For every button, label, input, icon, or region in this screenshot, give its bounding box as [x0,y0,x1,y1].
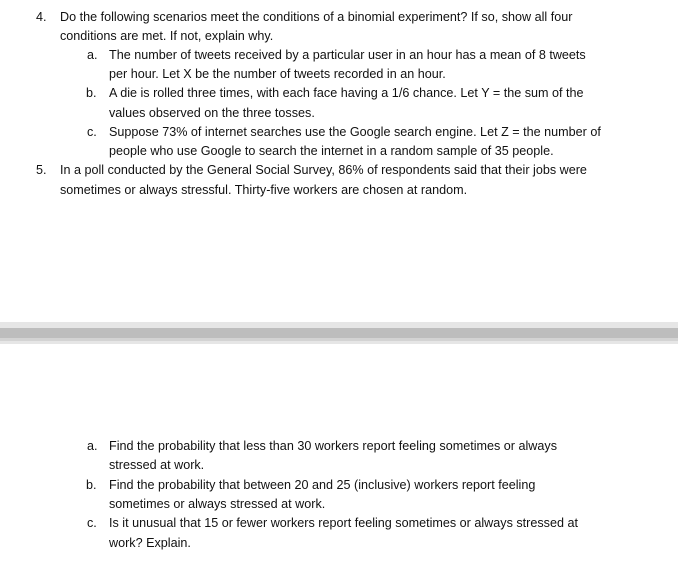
page-divider-shadow [0,338,678,341]
q4-prompt-line1: Do the following scenarios meet the conditions of a binomial experiment? If so, show all four [60,10,573,24]
q5-item-c-line2: work? Explain. [109,536,191,550]
q5-item-c-line1: Is it unusual that 15 or fewer workers report feeling sometimes or always stressed at [109,516,578,530]
q5-item-b-line1: Find the probability that between 20 and 25 (inclusive) workers report feeling [109,478,536,492]
q4-prompt-line2: conditions are met. If not, explain why. [60,29,274,43]
q4-item-a-line2: per hour. Let X be the number of tweets recorded in an hour. [109,67,446,81]
q5-item-b-label: b. [86,478,97,492]
q4-item-c-label: c. [87,125,97,139]
q4-number: 4. [36,10,47,24]
page-divider [0,328,678,338]
q5-prompt-line2: sometimes or always stressful. Thirty-five workers are chosen at random. [60,183,468,197]
q4-item-b-line2: values observed on the three tosses. [109,106,315,120]
q5-item-a-label: a. [87,439,98,453]
q4-item-a-line1: The number of tweets received by a particular user in an hour has a mean of 8 tweets [109,48,586,62]
q5-item-a-line1: Find the probability that less than 30 workers report feeling sometimes or always [109,439,557,453]
q5-item-a-line2: stressed at work. [109,458,205,472]
q4-item-b-label: b. [86,86,97,100]
q4-item-c-line2: people who use Google to search the internet in a random sample of 35 people. [109,144,554,158]
q4-item-a-label: a. [87,48,98,62]
q5-prompt-line1: In a poll conducted by the General Social Survey, 86% of respondents said that their jobs were [60,163,587,177]
q5-item-b-line2: sometimes or always stressed at work. [109,497,326,511]
q5-item-c-label: c. [87,516,97,530]
q5-number: 5. [36,163,47,177]
q4-item-b-line1: A die is rolled three times, with each face having a 1/6 chance. Let Y = the sum of the [109,86,584,100]
q4-item-c-line1: Suppose 73% of internet searches use the Google search engine. Let Z = the number of [109,125,601,139]
